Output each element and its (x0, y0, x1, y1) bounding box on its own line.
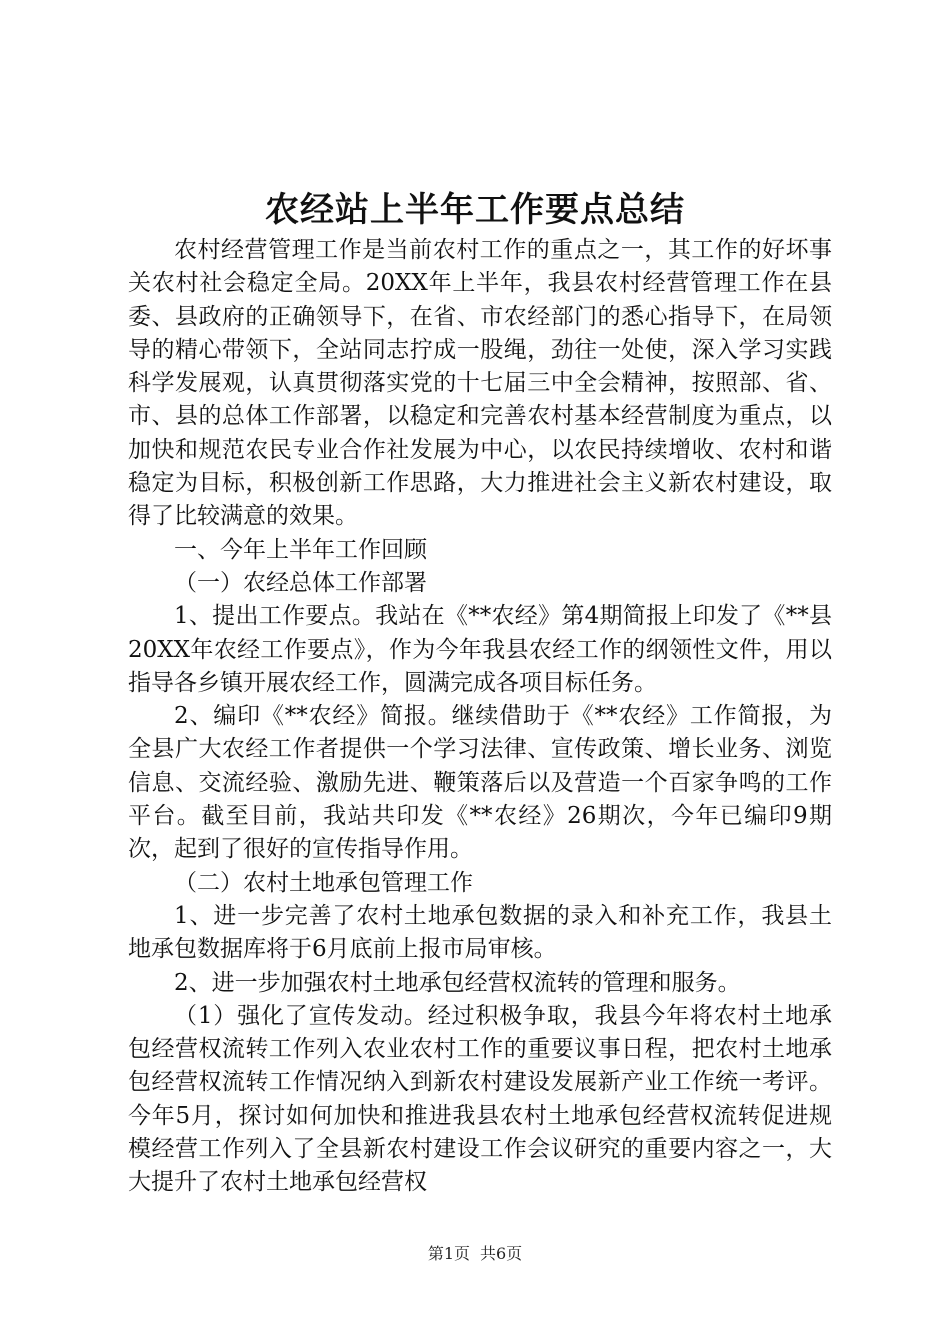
subsection-heading-land-contract: （二）农村土地承包管理工作 (174, 869, 473, 896)
page-total: 共6页 (480, 1244, 523, 1263)
paragraph-intro: 农村经营管理工作是当前农村工作的重点之一，其工作的好坏事关农村社会稳定全局。20XX年上半年，我县农村经营管理工作在县委、县政府的正确领导下，在省、市农经部门的悉心指导下，在局领导的精心带领下，全站同志拧成一股绳，劲往一处使，深入学习实践科学发展观，认真贯彻落实党的十七届三中全会精神，按照部、省、市、县的总体工作部署，以稳定和完善农村基本经营制度为重点，以加快和规范农民专业合作社发展为中心，以农民持续增收、农村和谐稳定为目标，积极创新工作思路，大力推进社会主义新农村建设，取得了比较满意的效果。 (128, 237, 832, 530)
paragraph-bulletin: 2、编印《**农经》简报。继续借助于《**农经》工作简报，为全县广大农经工作者提供一个学习法律、宣传政策、增长业务、浏览信息、交流经验、激励先进、鞭策落后以及营造一个百家争鸣的工作平台。截至目前，我站共印发《**农经》26期次，今年已编印9期次，起到了很好的宣传指导作用。 (128, 703, 832, 863)
page-number: 第1页 (427, 1244, 470, 1263)
subsection-heading-overall-deployment: （一）农经总体工作部署 (174, 569, 427, 596)
paragraph-land-data: 1、进一步完善了农村土地承包数据的录入和补充工作，我县土地承包数据库将于6月底前上报市局审核。 (128, 902, 832, 963)
paragraph-work-points: 1、提出工作要点。我站在《**农经》第4期简报上印发了《**县20XX年农经工作要点》，作为今年我县农经工作的纲领性文件，用以指导各乡镇开展农经工作，圆满完成各项目标任务。 (128, 603, 832, 696)
page-footer (0, 1244, 950, 1264)
document-title: 农经站上半年工作要点总结 (265, 190, 685, 230)
paragraph-publicity: （1）强化了宣传发动。经过积极争取，我县今年将农村土地承包经营权流转工作列入农业农村工作的重要议事日程，把农村土地承包经营权流转工作情况纳入到新农村建设发展新产业工作统一考评。今年5月，探讨如何加快和推进我县农村土地承包经营权流转促进规模经营工作列入了全县新农村建设工作会议研究的重要内容之一，大大提升了农村土地承包经营权 (128, 1002, 832, 1196)
section-heading-review: 一、今年上半年工作回顾 (174, 536, 427, 563)
paragraph-land-transfer: 2、进一步加强农村土地承包经营权流转的管理和服务。 (174, 969, 741, 996)
document-body (128, 234, 832, 1200)
